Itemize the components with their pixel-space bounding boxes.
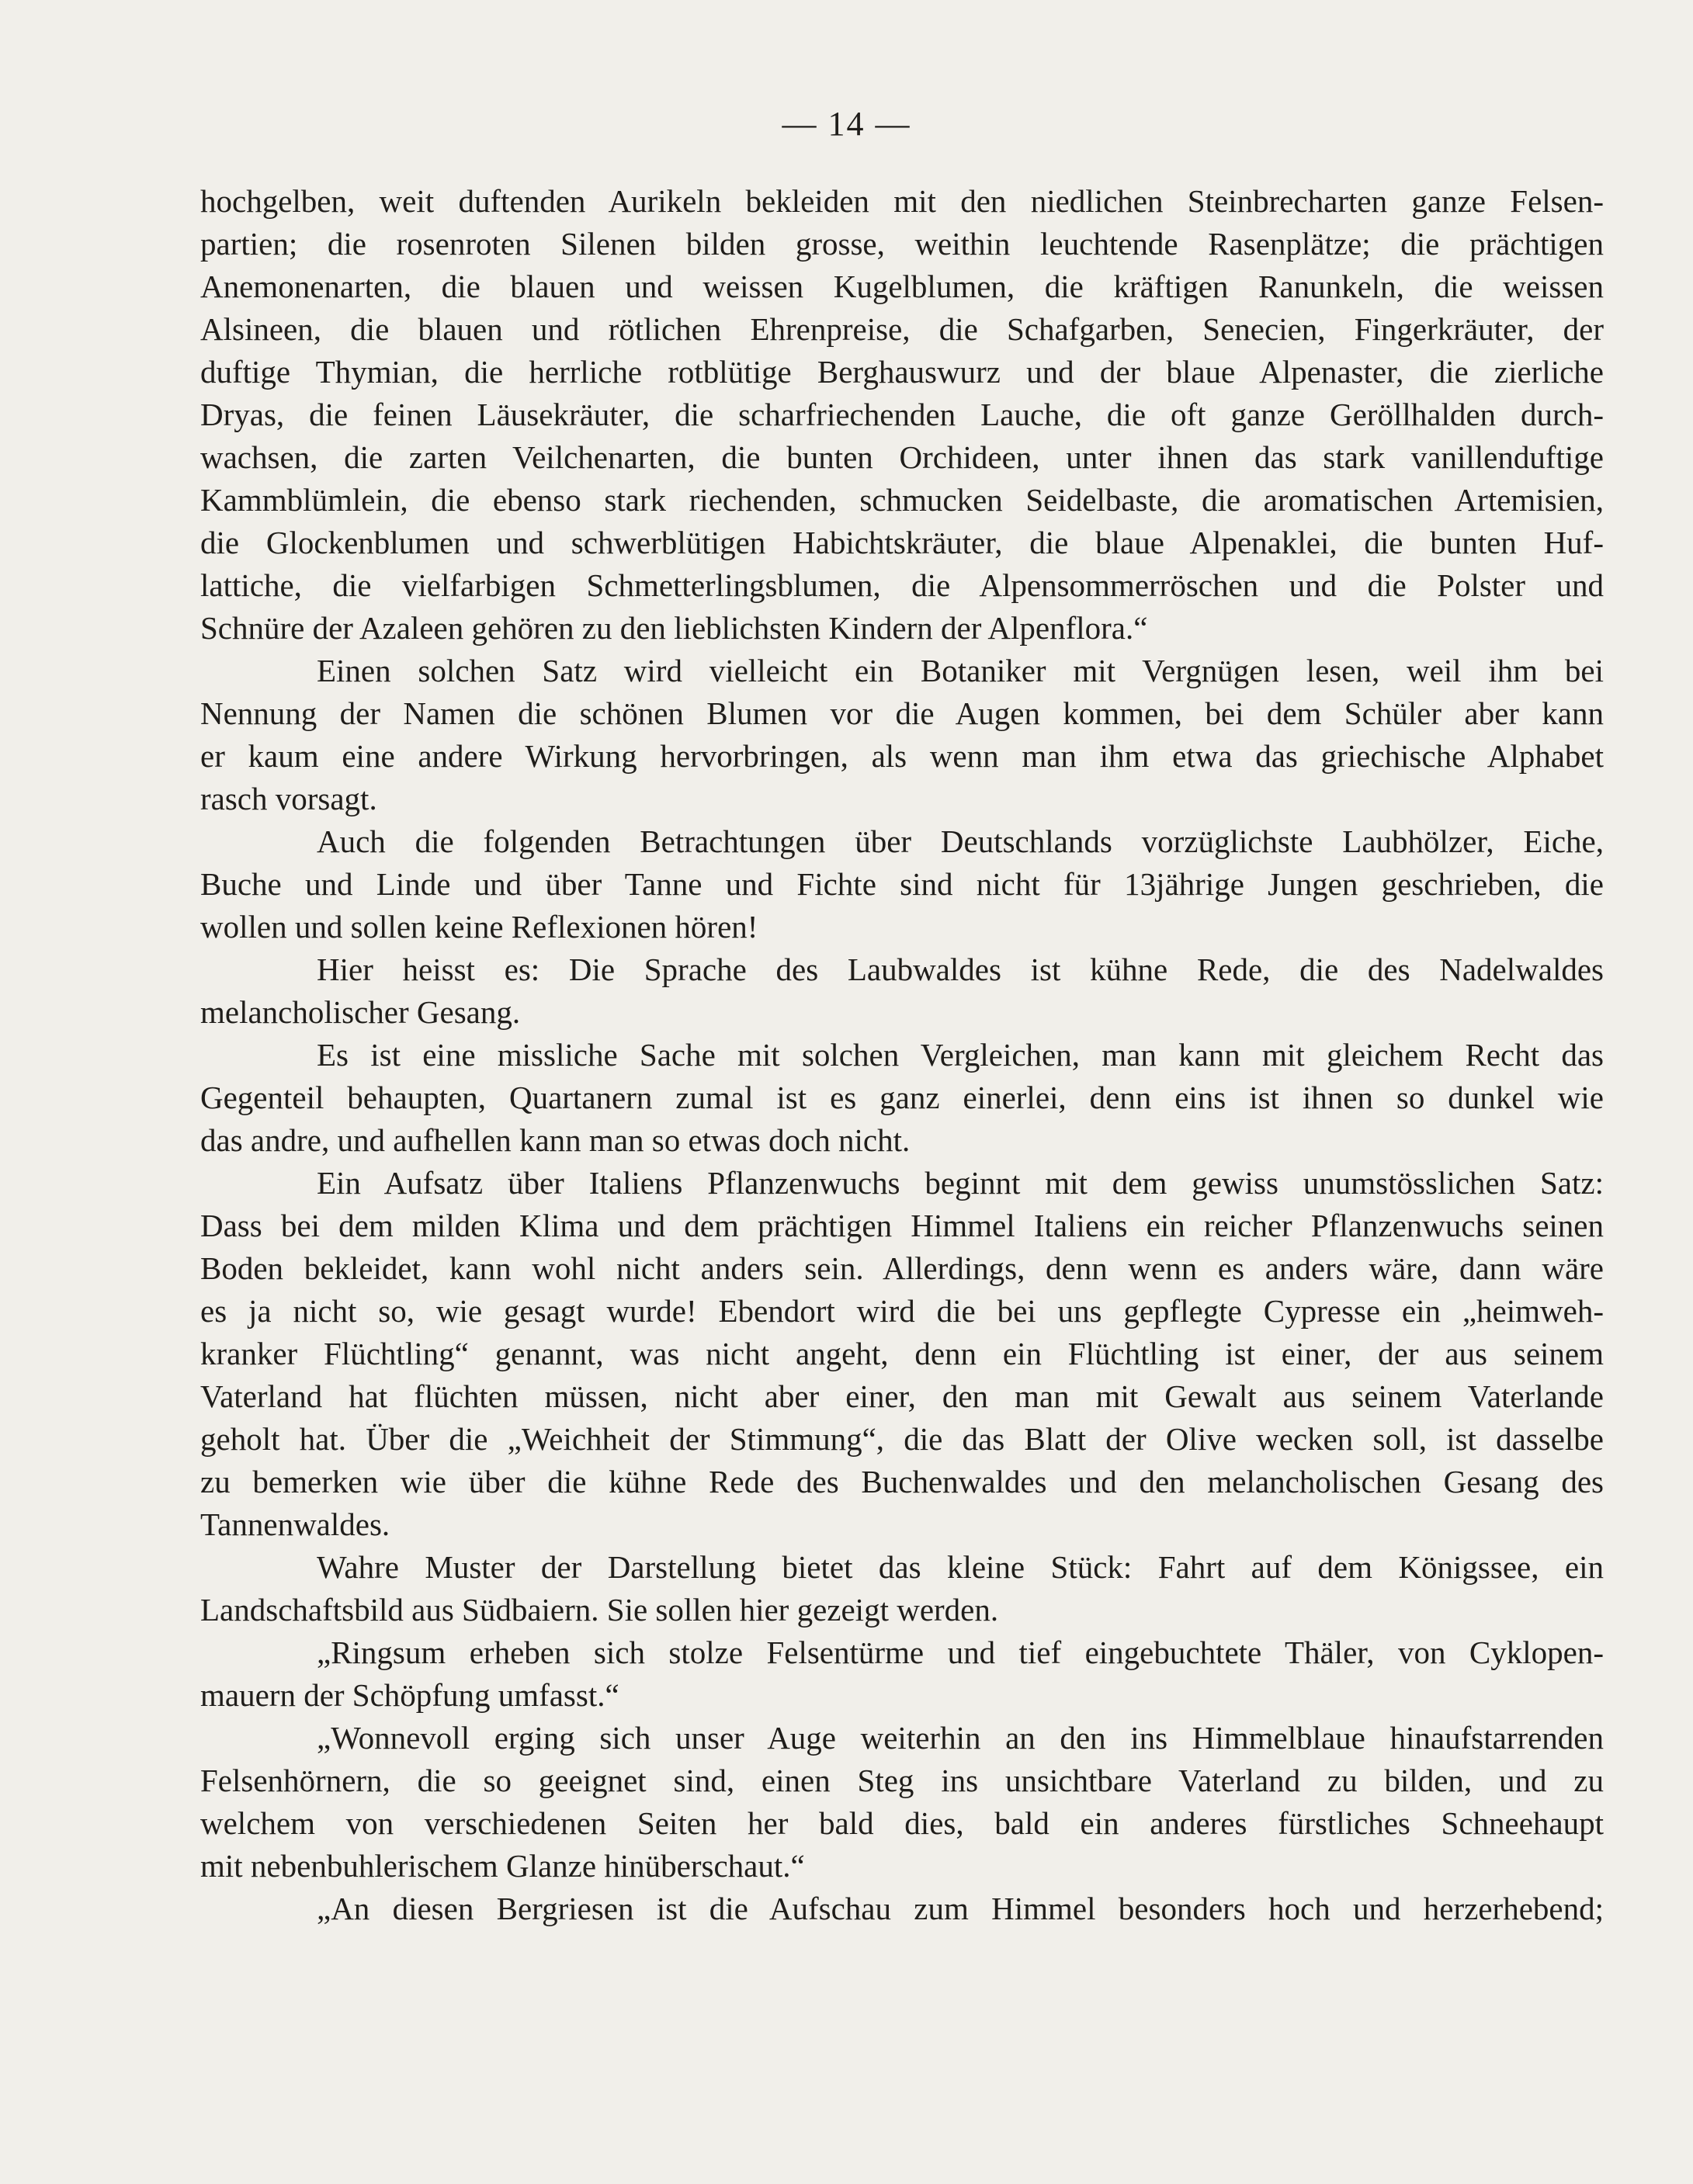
- text-line: Alsineen, die blauen und rötlichen Ehrenpreise, die Schafgarben, Senecien, Fingerkräuter, der: [200, 311, 1604, 347]
- text-line: Auch die folgenden Betrachtungen über Deutschlands vorzüglichste Laubhölzer, Eiche,: [317, 823, 1604, 859]
- text-line: „Wonnevoll erging sich unser Auge weiterhin an den ins Himmelblaue hinaufstarrenden: [317, 1720, 1604, 1756]
- text-line: „Ringsum erheben sich stolze Felsentürme und tief eingebuchtete Thäler, von Cyklopen-: [317, 1635, 1604, 1670]
- text-line: mauern der Schöpfung umfasst.“: [200, 1677, 619, 1713]
- text-line: Anemonenarten, die blauen und weissen Kugelblumen, die kräftigen Ranunkeln, die weissen: [200, 269, 1604, 304]
- text-line: Dass bei dem milden Klima und dem prächtigen Himmel Italiens ein reicher Pflanzenwuchs seinen: [200, 1208, 1604, 1243]
- text-line: „An diesen Bergriesen ist die Aufschau zum Himmel besonders hoch und herzerhebend;: [317, 1891, 1604, 1926]
- text-line: Nennung der Namen die schönen Blumen vor die Augen kommen, bei dem Schüler aber kann: [200, 695, 1604, 731]
- text-line: mit nebenbuhlerischem Glanze hinüberschaut.“: [200, 1848, 805, 1884]
- text-line: Felsenhörnern, die so geeignet sind, einen Steg ins unsichtbare Vaterland zu bilden, und zu: [200, 1763, 1604, 1798]
- text-line: Wahre Muster der Darstellung bietet das kleine Stück: Fahrt auf dem Königssee, ein: [317, 1549, 1604, 1585]
- text-line: duftige Thymian, die herrliche rotblütige Berghauswurz und der blaue Alpenaster, die zierliche: [200, 354, 1604, 390]
- text-line: Es ist eine missliche Sache mit solchen Vergleichen, man kann mit gleichem Recht das: [317, 1037, 1604, 1073]
- text-line: Gegenteil behaupten, Quartanern zumal ist es ganz einerlei, denn eins ist ihnen so dunkel wie: [200, 1080, 1604, 1115]
- text-line: hochgelben, weit duftenden Aurikeln bekleiden mit den niedlichen Steinbrecharten ganze Felsen-: [200, 183, 1604, 219]
- text-line: Boden bekleidet, kann wohl nicht anders sein. Allerdings, denn wenn es anders wäre, dann wäre: [200, 1250, 1604, 1286]
- text-line: partien; die rosenroten Silenen bilden grosse, weithin leuchtende Rasenplätze; die prächtigen: [200, 226, 1604, 262]
- text-line: Ein Aufsatz über Italiens Pflanzenwuchs beginnt mit dem gewiss unumstösslichen Satz:: [317, 1165, 1604, 1201]
- text-line: wachsen, die zarten Veilchenarten, die bunten Orchideen, unter ihnen das stark vanillenduftige: [200, 439, 1604, 475]
- text-line: er kaum eine andere Wirkung hervorbringen, als wenn man ihm etwa das griechische Alphabet: [200, 738, 1604, 774]
- text-line: Buche und Linde und über Tanne und Fichte sind nicht für 13jährige Jungen geschrieben, die: [200, 866, 1604, 902]
- text-line: geholt hat. Über die „Weichheit der Stimmung“, die das Blatt der Olive wecken soll, ist dasselbe: [200, 1421, 1604, 1457]
- text-line: die Glockenblumen und schwerblütigen Habichtskräuter, die blaue Alpenaklei, die bunten Huf-: [200, 525, 1604, 560]
- page-number: — 14 —: [782, 105, 911, 143]
- text-line: melancholischer Gesang.: [200, 994, 521, 1030]
- text-line: das andre, und aufhellen kann man so etwas doch nicht.: [200, 1122, 911, 1158]
- text-line: Vaterland hat flüchten müssen, nicht aber einer, den man mit Gewalt aus seinem Vaterlande: [200, 1378, 1604, 1414]
- text-line: Schnüre der Azaleen gehören zu den lieblichsten Kindern der Alpenflora.“: [200, 610, 1148, 646]
- text-line: Dryas, die feinen Läusekräuter, die scharfriechenden Lauche, die oft ganze Geröllhalden durch-: [200, 397, 1604, 432]
- text-line: lattiche, die vielfarbigen Schmetterlingsblumen, die Alpensommerröschen und die Polster und: [200, 567, 1604, 603]
- text-line: Kammblümlein, die ebenso stark riechenden, schmucken Seidelbaste, die aromatischen Artemisien,: [200, 482, 1604, 518]
- text-line: Landschaftsbild aus Südbaiern. Sie sollen hier gezeigt werden.: [200, 1592, 999, 1628]
- text-line: wollen und sollen keine Reflexionen hören!: [200, 909, 758, 945]
- text-line: kranker Flüchtling“ genannt, was nicht angeht, denn ein Flüchtling ist einer, der aus seinem: [200, 1336, 1604, 1371]
- text-line: Einen solchen Satz wird vielleicht ein Botaniker mit Vergnügen lesen, weil ihm bei: [317, 653, 1604, 688]
- text-line: Tannenwaldes.: [200, 1506, 390, 1542]
- text-line: Hier heisst es: Die Sprache des Laubwaldes ist kühne Rede, die des Nadelwaldes: [317, 952, 1604, 987]
- text-line: zu bemerken wie über die kühne Rede des Buchenwaldes und den melancholischen Gesang des: [200, 1464, 1604, 1499]
- text-line: welchem von verschiedenen Seiten her bald dies, bald ein anderes fürstliches Schneehaupt: [200, 1805, 1604, 1841]
- text-line: es ja nicht so, wie gesagt wurde! Ebendort wird die bei uns gepflegte Cypresse ein „heimweh-: [200, 1293, 1604, 1329]
- body-text: [200, 180, 1604, 1930]
- text-line: rasch vorsagt.: [200, 781, 377, 816]
